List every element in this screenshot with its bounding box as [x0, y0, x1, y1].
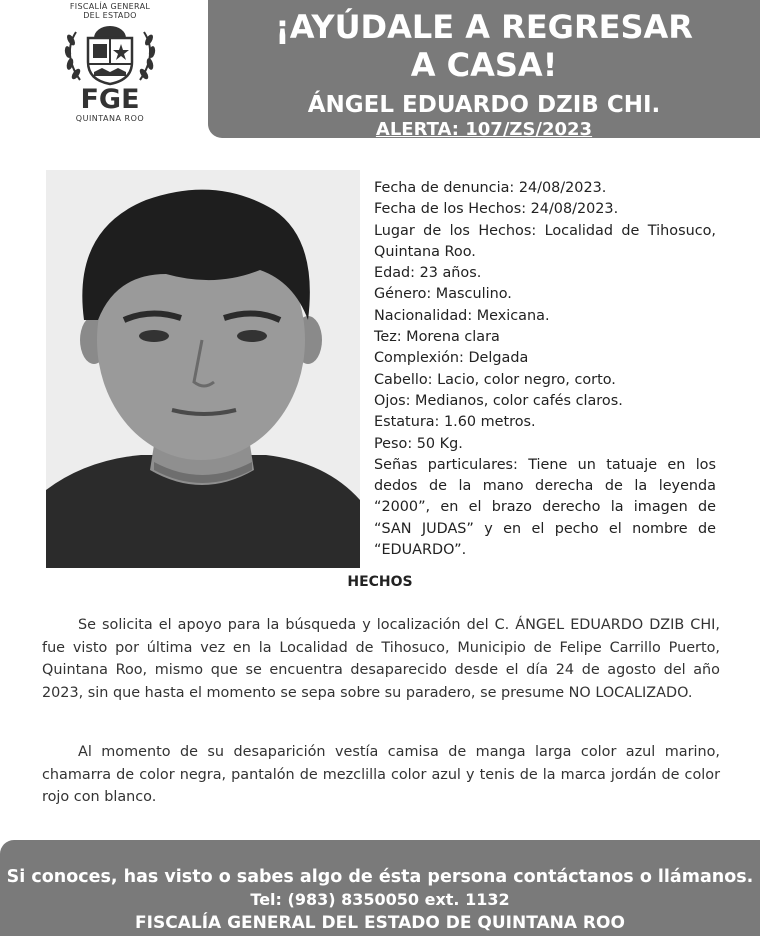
missing-person-photo: [46, 170, 360, 568]
person-details: [374, 178, 716, 561]
hechos-paragraph-1: [42, 614, 720, 704]
detail-tez: Tez: Morena clara: [374, 329, 500, 346]
detail-senas-particulares: Señas particulares: Tiene un tatuaje en los dedos de la mano derecha de la leyenda “2000”, en el brazo derecho la imagen de “SAN JUDAS” y en el pecho el nombre de “EDUARDO”.: [374, 456, 716, 559]
hechos-paragraph-1-text: Se solicita el apoyo para la búsqueda y localización del C. ÁNGEL EDUARDO DZIB CHI, fue visto por última vez en la Localidad de Tihosuco, Municipio de Felipe Carrillo Puerto, Quintana Roo, mismo que se encuentra desaparecido desde el día 24 de agosto del año 2023, sin que hasta el momento se sepa sobre su paradero, se presume NO LOCALIZADO.: [42, 617, 720, 701]
state-coat-of-arms-icon: [58, 22, 162, 88]
detail-complexion: Complexión: Delgada: [374, 350, 529, 367]
footer-contact-message: Si conoces, has visto o sabes algo de ésta persona contáctanos o llámanos.: [6, 867, 754, 887]
hechos-paragraph-2-text: Al momento de su desaparición vestía camisa de manga larga color azul marino, chamarra de color negra, pantalón de mezclilla color azul y tenis de la marca jordán de color rojo con blanco.: [42, 744, 720, 806]
hechos-title: HECHOS: [347, 574, 413, 590]
logo-org-line1: FISCALÍA GENERAL: [69, 2, 151, 11]
fge-logo: [40, 2, 180, 142]
footer-agency: FISCALÍA GENERAL DEL ESTADO DE QUINTANA ROO: [135, 913, 625, 933]
detail-nacionalidad: Nacionalidad: Mexicana.: [374, 307, 550, 324]
footer-phone: Tel: (983) 8350050 ext. 1132: [250, 890, 510, 909]
detail-lugar-hechos: Lugar de los Hechos: Localidad de Tihosuco, Quintana Roo.: [374, 222, 716, 260]
logo-state: QUINTANA ROO: [75, 114, 145, 123]
detail-ojos: Ojos: Medianos, color cafés claros.: [374, 392, 623, 409]
portrait-image: [46, 170, 360, 568]
logo-acronym: FGE: [80, 84, 140, 115]
detail-fecha-denuncia: Fecha de denuncia: 24/08/2023.: [374, 180, 607, 196]
headline-line2: A CASA!: [410, 46, 558, 84]
detail-peso: Peso: 50 Kg.: [374, 435, 463, 452]
header-banner: [208, 0, 760, 138]
detail-fecha-hechos: Fecha de los Hechos: 24/08/2023.: [374, 201, 619, 218]
detail-estatura: Estatura: 1.60 metros.: [374, 414, 536, 431]
alert-number: ALERTA: 107/ZS/2023: [375, 119, 593, 140]
detail-genero: Género: Masculino.: [374, 286, 512, 303]
missing-person-name: ÁNGEL EDUARDO DZIB CHI.: [307, 92, 661, 118]
detail-cabello: Cabello: Lacio, color negro, corto.: [374, 371, 616, 388]
hechos-paragraph-2: [42, 741, 720, 809]
contact-footer: [0, 840, 760, 936]
detail-edad: Edad: 23 años.: [374, 265, 482, 282]
headline-line1: ¡AYÚDALE A REGRESAR: [275, 8, 693, 46]
logo-org-line2: DEL ESTADO: [83, 11, 137, 20]
